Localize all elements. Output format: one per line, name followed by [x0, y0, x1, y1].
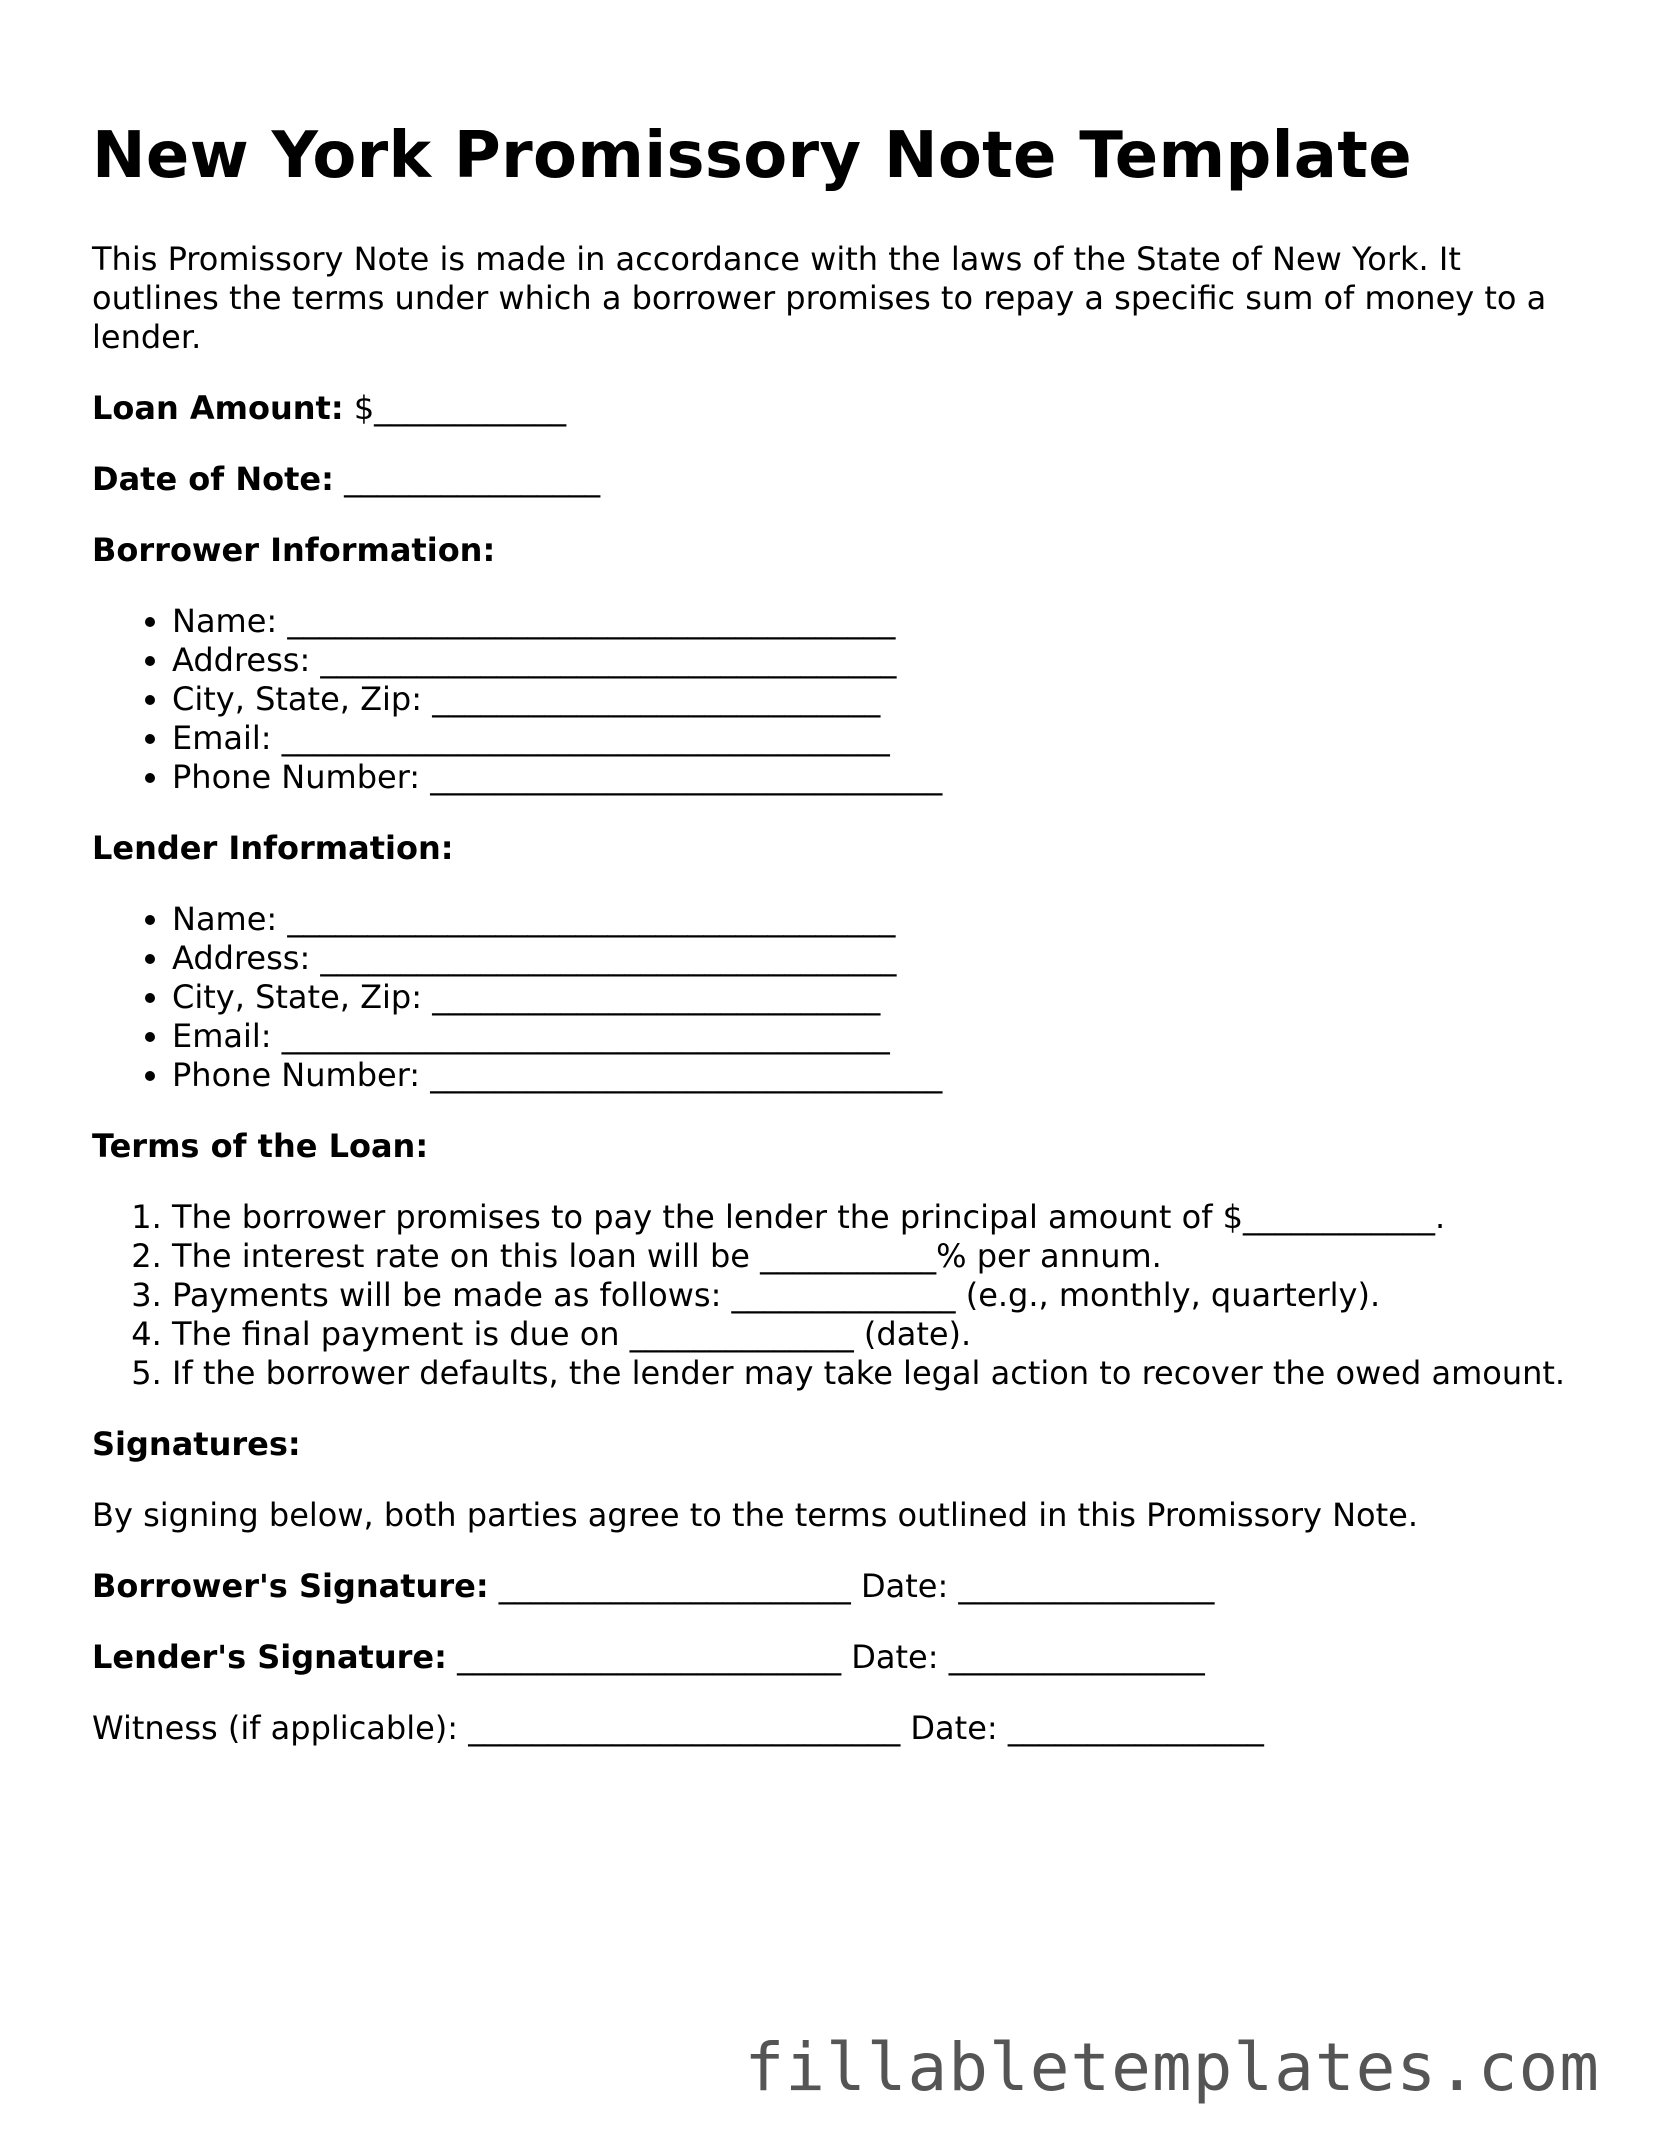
borrower-phone-field[interactable]: • Phone Number: ________________________________ — [172, 758, 1592, 797]
date-of-note-field[interactable]: ________________ — [333, 460, 601, 498]
intro-paragraph: This Promissory Note is made in accordance with the laws of the State of New York. It outlines the terms under which a borrower promises to repay a specific sum of money to a lender. — [92, 240, 1547, 356]
lender-info-list — [92, 900, 1592, 1095]
term-principal[interactable]: 1. The borrower promises to pay the lender the principal amount of $____________. — [172, 1198, 1572, 1237]
lender-signature-label: Lender's Signature: — [92, 1638, 447, 1676]
lender-signature-field[interactable]: ________________________ Date: ________________ — [446, 1638, 1205, 1676]
term-default: 5. If the borrower defaults, the lender may take legal action to recover the owed amount. — [172, 1354, 1572, 1393]
lender-phone-field[interactable]: • Phone Number: ________________________________ — [172, 1056, 1592, 1095]
term-payment-schedule[interactable]: 3. Payments will be made as follows: ______________ (e.g., monthly, quarterly). — [172, 1276, 1572, 1315]
lender-email-field[interactable]: • Email: ______________________________________ — [172, 1017, 1592, 1056]
document-page — [92, 118, 1592, 1780]
borrower-signature-line — [92, 1567, 1592, 1606]
terms-list — [92, 1198, 1572, 1393]
borrower-address-field[interactable]: • Address: ____________________________________ — [172, 641, 1592, 680]
lender-name-field[interactable]: • Name: ______________________________________ — [172, 900, 1592, 939]
lender-address-field[interactable]: • Address: ____________________________________ — [172, 939, 1592, 978]
watermark: fillabletemplates.com — [744, 2029, 1600, 2106]
signatures-statement: By signing below, both parties agree to the terms outlined in this Promissory Note. — [92, 1496, 1419, 1534]
borrower-city-state-zip-field[interactable]: • City, State, Zip: ____________________________ — [172, 680, 1592, 719]
borrower-signature-label: Borrower's Signature: — [92, 1567, 489, 1605]
lender-city-state-zip-field[interactable]: • City, State, Zip: ____________________________ — [172, 978, 1592, 1017]
lender-signature-line — [92, 1638, 1592, 1677]
loan-amount-line — [92, 389, 1592, 428]
signatures-heading: Signatures: — [92, 1425, 301, 1463]
term-interest-rate[interactable]: 2. The interest rate on this loan will be ___________% per annum. — [172, 1237, 1572, 1276]
borrower-heading: Borrower Information: — [92, 531, 496, 569]
loan-amount-label: Loan Amount: — [92, 389, 344, 427]
page-title: New York Promissory Note Template — [92, 119, 1412, 193]
terms-heading: Terms of the Loan: — [92, 1127, 429, 1165]
borrower-signature-field[interactable]: ______________________ Date: ________________ — [488, 1567, 1215, 1605]
loan-amount-field[interactable]: $____________ — [343, 389, 567, 427]
witness-signature-field[interactable]: Witness (if applicable): ___________________________ Date: ________________ — [92, 1709, 1264, 1747]
borrower-email-field[interactable]: • Email: ______________________________________ — [172, 719, 1592, 758]
borrower-info-list — [92, 602, 1592, 797]
lender-heading: Lender Information: — [92, 829, 454, 867]
term-final-payment[interactable]: 4. The final payment is due on ______________ (date). — [172, 1315, 1572, 1354]
date-of-note-label: Date of Note: — [92, 460, 334, 498]
borrower-name-field[interactable]: • Name: ______________________________________ — [172, 602, 1592, 641]
date-of-note-line — [92, 460, 1592, 499]
